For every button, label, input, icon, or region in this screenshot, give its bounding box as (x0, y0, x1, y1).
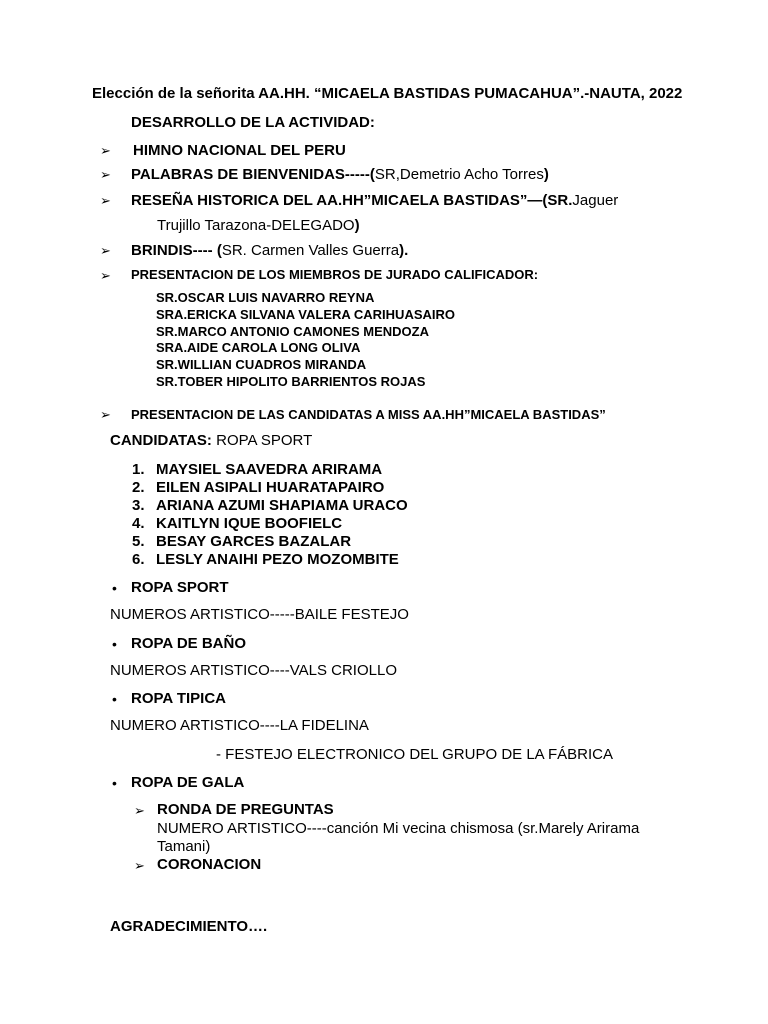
arrow-bullet-icon: ➢ (100, 268, 111, 283)
bullet-icon: • (112, 775, 117, 791)
candidate-list (132, 461, 408, 569)
section-ropa-tipica-number: NUMERO ARTISTICO----LA FIDELINA (110, 717, 369, 734)
item-resena-speaker-cont: Trujillo Tarazona-DELEGADO (157, 217, 355, 234)
item-resena-line2 (157, 217, 360, 234)
candidate-name: MAYSIEL SAAVEDRA ARIRAMA (156, 461, 383, 478)
item-palabras-close: ) (543, 166, 549, 183)
item-resena-label: RESEÑA HISTORICA DEL AA.HH”MICAELA BASTIDAS”—(SR. (131, 192, 573, 209)
arrow-bullet-icon: ➢ (100, 167, 111, 182)
jury-member: SRA.AIDE CAROLA LONG OLIVA (156, 340, 361, 356)
jury-member: SR.WILLIAN CUADROS MIRANDA (156, 357, 367, 373)
item-resena (131, 192, 618, 209)
list-item: 2. EILEN ASIPALI HUARATAPAIRO (132, 479, 385, 496)
item-resena-speaker: Jaguer (572, 192, 619, 209)
arrow-bullet-icon: ➢ (100, 407, 111, 422)
jury-member: SR.OSCAR LUIS NAVARRO REYNA (156, 290, 375, 305)
item-brindis-speaker: SR. Carmen Valles Guerra (221, 242, 400, 259)
activity-heading: DESARROLLO DE LA ACTIVIDAD: (131, 114, 375, 131)
arrow-bullet-icon: ➢ (100, 193, 111, 208)
section-ropa-gala: ROPA DE GALA (131, 774, 245, 791)
candidate-name: KAITLYN IQUE BOOFIELC (156, 515, 343, 532)
closing-text: AGRADECIMIENTO…. (110, 918, 268, 935)
section-ropa-sport-number: NUMEROS ARTISTICO-----BAILE FESTEJO (110, 606, 409, 623)
arrow-bullet-icon: ➢ (100, 143, 111, 158)
item-ronda-number: NUMERO ARTISTICO----canción Mi vecina chismosa (sr.Marely Arirama (157, 820, 640, 837)
item-ronda: RONDA DE PREGUNTAS (157, 801, 334, 818)
candidatas-line (110, 432, 312, 449)
candidate-name: LESLY ANAIHI PEZO MOZOMBITE (156, 551, 399, 568)
section-ropa-tipica-number-2: - FESTEJO ELECTRONICO DEL GRUPO DE LA FÁBRICA (216, 746, 614, 763)
section-ropa-sport: ROPA SPORT (131, 579, 229, 596)
item-palabras (131, 166, 549, 183)
item-brindis-close: ). (399, 242, 409, 259)
list-item: 4. KAITLYN IQUE BOOFIELC (132, 515, 343, 532)
item-brindis-label: BRINDIS---- ( (131, 242, 222, 259)
candidate-name: BESAY GARCES BAZALAR (156, 533, 352, 550)
item-himno: HIMNO NACIONAL DEL PERU (133, 142, 346, 159)
list-item: 5. BESAY GARCES BAZALAR (132, 533, 352, 550)
item-brindis (131, 242, 408, 259)
item-resena-close: ) (354, 217, 360, 234)
arrow-bullet-icon: ➢ (134, 858, 145, 873)
candidate-name: EILEN ASIPALI HUARATAPAIRO (156, 479, 385, 496)
arrow-bullet-icon: ➢ (134, 803, 145, 818)
arrow-bullet-icon: ➢ (100, 243, 111, 258)
item-palabras-label: PALABRAS DE BIENVENIDAS-----( (131, 166, 375, 183)
jury-member: SR.MARCO ANTONIO CAMONES MENDOZA (156, 323, 429, 339)
bullet-icon: • (112, 636, 117, 652)
jury-member: SRA.ERICKA SILVANA VALERA CARIHUASAIRO (156, 306, 456, 322)
jury-list (156, 290, 455, 391)
section-ropa-bano-number: NUMEROS ARTISTICO----VALS CRIOLLO (110, 662, 397, 679)
section-ropa-bano: ROPA DE BAÑO (131, 635, 247, 652)
list-item: 6. LESLY ANAIHI PEZO MOZOMBITE (132, 551, 399, 568)
section-ropa-tipica: ROPA TIPICA (131, 690, 227, 707)
item-jurado-heading: PRESENTACION DE LOS MIEMBROS DE JURADO CALIFICADOR: (131, 267, 539, 282)
candidatas-label: CANDIDATAS: (110, 432, 212, 449)
bullet-icon: • (112, 580, 117, 596)
bullet-icon: • (112, 691, 117, 707)
candidate-name: ARIANA AZUMI SHAPIAMA URACO (156, 497, 408, 514)
item-coronacion: CORONACION (157, 856, 262, 873)
document-title: Elección de la señorita AA.HH. “MICAELA BASTIDAS PUMACAHUA”.-NAUTA, 2022 (92, 85, 683, 102)
list-item: 3. ARIANA AZUMI SHAPIAMA URACO (132, 497, 408, 514)
item-candidatas-heading: PRESENTACION DE LAS CANDIDATAS A MISS AA.HH”MICAELA BASTIDAS” (131, 407, 606, 422)
jury-member: SR.TOBER HIPOLITO BARRIENTOS ROJAS (156, 373, 426, 389)
item-ronda-number-cont: Tamani) (157, 838, 211, 855)
candidatas-value: ROPA SPORT (216, 432, 313, 449)
item-palabras-speaker: SR,Demetrio Acho Torres (374, 166, 544, 183)
list-item: 1. MAYSIEL SAAVEDRA ARIRAMA (132, 461, 383, 478)
